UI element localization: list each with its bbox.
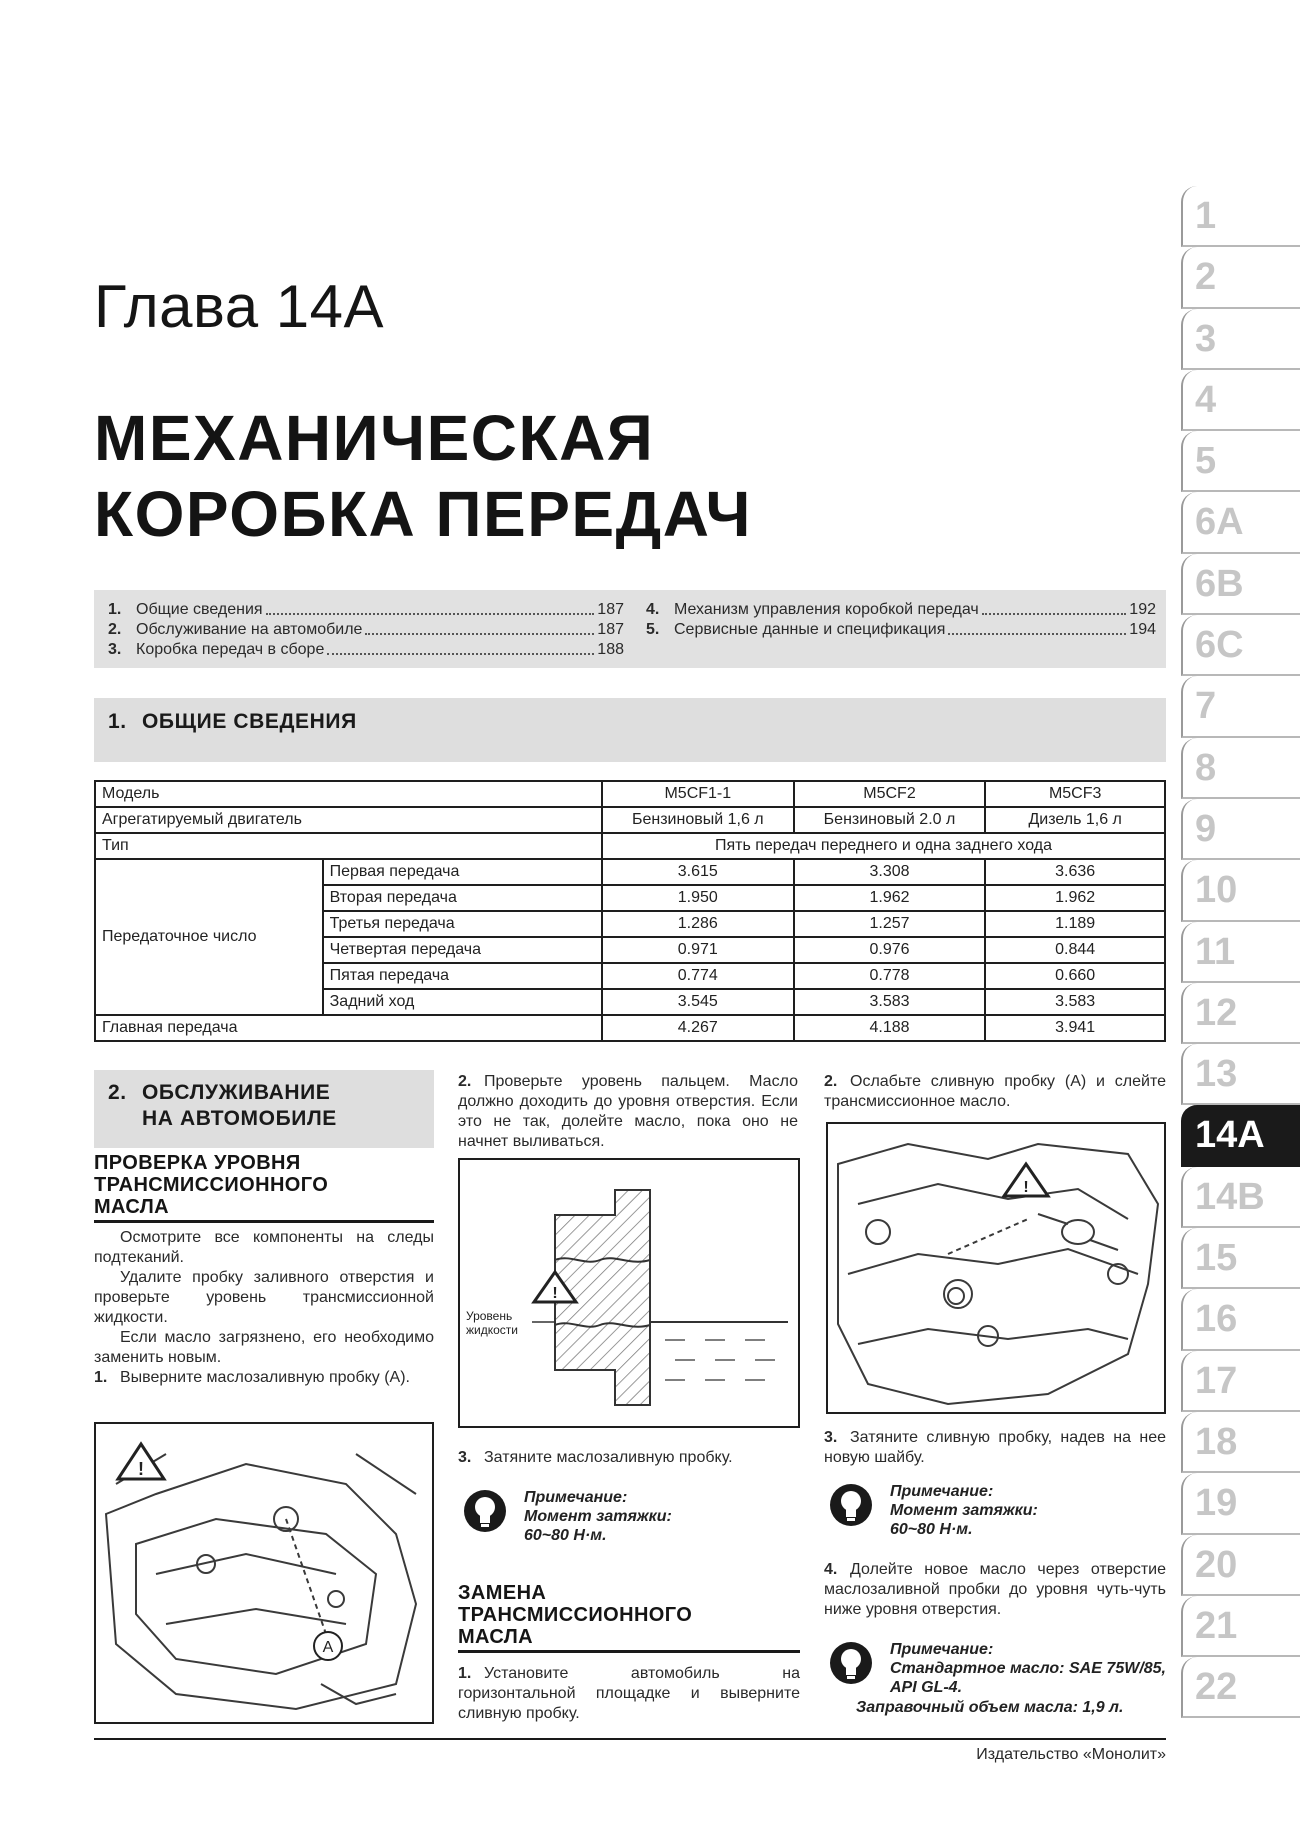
step-item: 1. Установите автомобиль на горизонтальной площадке и выверните сливную пробку.: [458, 1665, 800, 1722]
chapter-tab-3[interactable]: 3: [1181, 309, 1300, 370]
table-row: [95, 781, 1165, 807]
figure-label: Уровень: [466, 1309, 513, 1323]
table-cell: 3.545: [602, 989, 794, 1015]
step-item: 1. Выверните маслозаливную пробку (A).: [94, 1369, 410, 1386]
table-cell: 1.189: [985, 911, 1165, 937]
table-row: [95, 859, 1165, 885]
table-cell: 4.267: [602, 1015, 794, 1041]
table-cell: Пять передач переднего и одна заднего хода: [602, 833, 1165, 859]
toc-entry-number: 3.: [108, 641, 122, 658]
note-torque-drain-plug: [828, 1482, 1164, 1542]
section-number: 1.: [108, 710, 127, 733]
gear-name: Третья передача: [323, 911, 602, 937]
warning-triangle-icon: [1004, 1164, 1048, 1196]
chapter-tab-5[interactable]: 5: [1181, 431, 1300, 492]
table-cell: 3.615: [602, 859, 794, 885]
toc-entry-label: Механизм управления коробкой передач: [674, 601, 979, 618]
chapter-tab-15[interactable]: 15: [1181, 1228, 1300, 1289]
drain-plug-illustration: [828, 1124, 1164, 1412]
chapter-number: Глава 14А: [94, 273, 384, 340]
table-cell: M5CF3: [985, 781, 1165, 807]
toc-leader-dots: [948, 620, 1126, 635]
table-cell: M5CF1-1: [602, 781, 794, 807]
figure-callout: A: [322, 1639, 334, 1656]
toc-entry-number: 1.: [108, 601, 122, 618]
table-cell: Дизель 1,6 л: [985, 807, 1165, 833]
chapter-tab-22[interactable]: 22: [1181, 1657, 1300, 1718]
row-label: Главная передача: [95, 1015, 602, 1041]
step-item: 3. Затяните маслозаливную пробку.: [458, 1449, 733, 1466]
note-text: Заправочный объем масла: 1,9 л.: [856, 1699, 1124, 1716]
gear-name: Четвертая передача: [323, 937, 602, 963]
table-cell: 0.976: [794, 937, 986, 963]
table-cell: 0.844: [985, 937, 1165, 963]
chapter-tab-6b[interactable]: 6B: [1181, 554, 1300, 615]
toc-entry[interactable]: [646, 620, 1156, 640]
chapter-tab-21[interactable]: 21: [1181, 1596, 1300, 1657]
table-row: [95, 833, 1165, 859]
step-item: 2. Проверьте уровень пальцем. Масло должно доходить до уровня отверстия. Если это не так, долейте масло, пока оно не начнет выливаться.: [458, 1073, 798, 1150]
col3-step-4: [824, 1560, 1166, 1620]
chapter-tab-4[interactable]: 4: [1181, 370, 1300, 431]
lightbulb-icon: [828, 1640, 874, 1686]
subheading-check-level: ПРОВЕРКА УРОВНЯ ТРАНСМИССИОННОГО МАСЛА: [94, 1152, 329, 1218]
gear-name: Первая передача: [323, 859, 602, 885]
toc-entry-number: 5.: [646, 621, 660, 638]
section-title: ОБЩИЕ СВЕДЕНИЯ: [142, 710, 357, 733]
chapter-tab-6a[interactable]: 6A: [1181, 492, 1300, 553]
table-cell: M5CF2: [794, 781, 986, 807]
col3-step-2: [824, 1072, 1166, 1112]
chapter-tab-17[interactable]: 17: [1181, 1351, 1300, 1412]
fill-plug-illustration: [96, 1424, 432, 1722]
chapter-tab-1[interactable]: 1: [1181, 186, 1300, 247]
toc-entry[interactable]: [108, 620, 624, 640]
paragraph: Осмотрите все компоненты на следы подтеканий.: [94, 1229, 434, 1266]
toc-column-right: [646, 600, 1156, 640]
publisher-footer: Издательство «Монолит»: [976, 1746, 1166, 1763]
section-title-line-1: 2. ОБСЛУЖИВАНИЕ: [108, 1081, 331, 1104]
toc-leader-dots: [327, 640, 594, 655]
toc-entry-page: 194: [1129, 621, 1156, 638]
chapter-tab-14b[interactable]: 14B: [1181, 1167, 1300, 1228]
chapter-tabs: [1181, 186, 1300, 1718]
warning-triangle-icon: [118, 1444, 164, 1479]
table-cell: 1.962: [794, 885, 986, 911]
toc-entry-label: Сервисные данные и спецификация: [674, 621, 946, 638]
toc-entry-label: Обслуживание на автомобиле: [136, 621, 363, 638]
chapter-tab-6c[interactable]: 6C: [1181, 615, 1300, 676]
svg-text:!: !: [1023, 1179, 1029, 1196]
chapter-tab-8[interactable]: 8: [1181, 738, 1300, 799]
gear-name: Пятая передача: [323, 963, 602, 989]
svg-text:!: !: [552, 1285, 558, 1302]
row-label: Агрегатируемый двигатель: [95, 807, 602, 833]
col2-step-3: [458, 1448, 798, 1468]
toc-entry-page: 188: [597, 641, 624, 658]
table-cell: 4.188: [794, 1015, 986, 1041]
chapter-tab-10[interactable]: 10: [1181, 860, 1300, 921]
chapter-tab-16[interactable]: 16: [1181, 1289, 1300, 1350]
paragraph: Удалите пробку заливного отверстия и проверьте уровень трансмиссионной жидкости.: [94, 1269, 434, 1326]
table-cell: 3.583: [985, 989, 1165, 1015]
toc-entry-number: 2.: [108, 621, 122, 638]
subheading-replace-oil: ЗАМЕНА ТРАНСМИССИОННОГО МАСЛА: [458, 1582, 693, 1648]
chapter-tab-2[interactable]: 2: [1181, 247, 1300, 308]
row-label: Тип: [95, 833, 602, 859]
table-of-contents: [94, 590, 1166, 668]
toc-leader-dots: [266, 600, 595, 615]
chapter-tab-7[interactable]: 7: [1181, 676, 1300, 737]
table-cell: Бензиновый 2.0 л: [794, 807, 986, 833]
step-item: 3. Затяните сливную пробку, надев на нее новую шайбу.: [824, 1429, 1166, 1466]
table-cell: 0.971: [602, 937, 794, 963]
step-item: 2. Ослабьте сливную пробку (A) и слейте трансмиссионное масло.: [824, 1073, 1166, 1110]
svg-text:!: !: [138, 1459, 144, 1479]
toc-entry[interactable]: [646, 600, 1156, 620]
chapter-tab-18[interactable]: 18: [1181, 1412, 1300, 1473]
note-text: Примечание: Момент затяжки: 60~80 Н·м.: [890, 1483, 1038, 1538]
toc-entry-label: Коробка передач в сборе: [136, 641, 325, 658]
specifications-table: [94, 780, 1166, 1042]
lightbulb-icon: [462, 1488, 508, 1534]
col2-step-2: [458, 1072, 798, 1152]
table-cell: 0.778: [794, 963, 986, 989]
chapter-tab-13[interactable]: 13: [1181, 1044, 1300, 1105]
note-text: Примечание: Стандартное масло: SAE 75W/85, API GL-4.: [890, 1641, 1166, 1696]
table-cell: 1.286: [602, 911, 794, 937]
gear-name: Задний ход: [323, 989, 602, 1015]
table-cell: 1.257: [794, 911, 986, 937]
toc-entry-label: Общие сведения: [136, 601, 263, 618]
gear-name: Вторая передача: [323, 885, 602, 911]
col2-replace-step-1: [458, 1664, 800, 1724]
chapter-tab-11[interactable]: 11: [1181, 922, 1300, 983]
toc-entry[interactable]: [108, 600, 624, 620]
row-label: Передаточное число: [95, 859, 323, 1015]
section-number: 2.: [108, 1081, 127, 1104]
figure-fill-plug: [94, 1422, 434, 1724]
toc-entry-page: 192: [1129, 601, 1156, 618]
footer-rule: [94, 1738, 1166, 1740]
page-title-line-2: КОРОБКА ПЕРЕДАЧ: [94, 478, 752, 550]
table-row: [95, 1015, 1165, 1041]
lightbulb-icon: [828, 1482, 874, 1528]
note-torque-fill-plug: [462, 1488, 792, 1548]
figure-drain-plug: [826, 1122, 1166, 1414]
table-cell: 0.660: [985, 963, 1165, 989]
page-title-line-1: МЕХАНИЧЕСКАЯ: [94, 402, 655, 474]
subheading-rule: [458, 1650, 800, 1653]
chapter-tab-20[interactable]: 20: [1181, 1535, 1300, 1596]
table-cell: Бензиновый 1,6 л: [602, 807, 794, 833]
toc-entry-page: 187: [597, 621, 624, 638]
subheading-rule: [94, 1220, 434, 1223]
toc-leader-dots: [982, 600, 1127, 615]
toc-column-left: [108, 600, 624, 660]
table-row: [95, 807, 1165, 833]
table-cell: 3.308: [794, 859, 986, 885]
table-cell: 3.941: [985, 1015, 1165, 1041]
fluid-level-diagram: [460, 1160, 798, 1426]
toc-leader-dots: [365, 620, 594, 635]
figure-label: жидкости: [466, 1323, 518, 1337]
paragraph: Если масло загрязнено, его необходимо заменить новым.: [94, 1329, 434, 1366]
step-item: 4. Долейте новое масло через отверстие маслозаливной пробки до уровня чуть-чуть ниже уровня отверстия.: [824, 1561, 1166, 1618]
section-heading-service: [94, 1070, 434, 1148]
chapter-tab-9[interactable]: 9: [1181, 799, 1300, 860]
toc-entry-number: 4.: [646, 601, 660, 618]
section-title-line-2: НА АВТОМОБИЛЕ: [142, 1107, 337, 1130]
note-text: Примечание: Момент затяжки: 60~80 Н·м.: [524, 1489, 672, 1544]
page-title: [94, 400, 752, 552]
section-heading-general: [94, 698, 1166, 762]
table-cell: 0.774: [602, 963, 794, 989]
table-cell: 3.636: [985, 859, 1165, 885]
chapter-tab-12[interactable]: 12: [1181, 983, 1300, 1044]
note-oil-spec: [828, 1640, 1166, 1716]
figure-fluid-level: [458, 1158, 800, 1428]
col1-text: [94, 1228, 434, 1388]
table-cell: 1.950: [602, 885, 794, 911]
col3-step-3: [824, 1428, 1166, 1468]
toc-entry-page: 187: [597, 601, 624, 618]
chapter-tab-14a[interactable]: 14A: [1181, 1105, 1300, 1166]
table-cell: 1.962: [985, 885, 1165, 911]
toc-entry[interactable]: [108, 640, 624, 660]
chapter-tab-19[interactable]: 19: [1181, 1473, 1300, 1534]
table-cell: 3.583: [794, 989, 986, 1015]
row-label: Модель: [95, 781, 602, 807]
